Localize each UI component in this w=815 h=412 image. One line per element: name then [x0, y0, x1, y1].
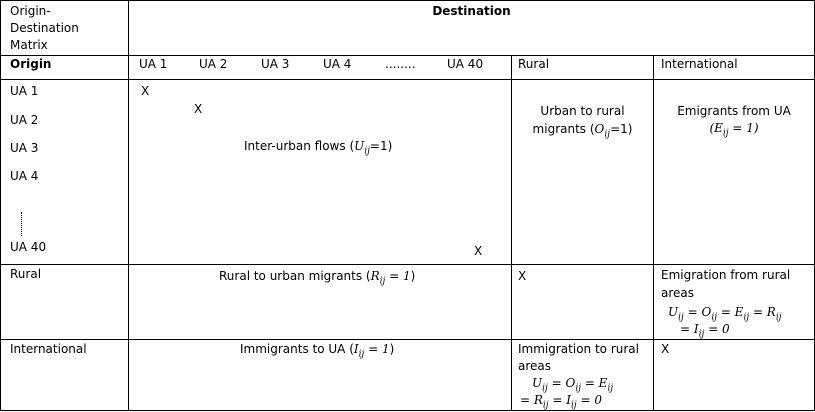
column-header-divider [0, 79, 815, 80]
immigrants-text: Immigrants to UA ( [240, 342, 354, 356]
header-row-divider [0, 55, 815, 56]
inter-urban-text: Inter-urban flows ( [244, 139, 355, 153]
inter-urban-flows-label [244, 139, 392, 158]
urban-to-rural-symbol: $O_{ij}$ [594, 122, 611, 140]
inter-urban-symbol: $U_{ij}$ [354, 139, 370, 157]
row-label-ua40: UA 40 [10, 240, 47, 254]
row-label-ua2: UA 2 [10, 113, 39, 127]
emigration-rural-formula1: $U_{ij} = O_{ij} = E_{ij} = R_{ij}$ [668, 305, 782, 323]
emigration-rural-line2: areas [661, 286, 695, 300]
immigrants-formula: $I_{ij} = 1$ [353, 342, 390, 360]
rural-to-urban-formula: $R_{ij} = 1$ [370, 269, 411, 287]
emigrants-formula: $(E_{ij} = 1)$ [709, 121, 759, 139]
diagonal-mark-rural: X [518, 269, 527, 283]
corner-label-line1: Origin- [10, 4, 51, 18]
rural-to-urban-label [219, 269, 415, 288]
inter-urban-value: =1) [369, 139, 393, 153]
emigration-rural-line1: Emigration from rural [661, 268, 791, 282]
row-label-ua4: UA 4 [10, 169, 39, 183]
col-header-ua40: UA 40 [447, 57, 484, 71]
row-label-international: International [10, 342, 87, 356]
immigration-rural-line1: Immigration to rural [518, 342, 639, 356]
corner-label-line3: Matrix [10, 38, 48, 52]
origin-header: Origin [10, 57, 52, 71]
origin-column-divider [128, 0, 129, 411]
immigration-rural-line2: areas [518, 359, 552, 373]
ua-block-divider [0, 264, 815, 265]
immigration-rural-formula1: $U_{ij} = O_{ij} = E_{ij}$ [532, 376, 614, 394]
diagonal-mark-ua1: X [141, 84, 150, 98]
diagonal-mark-ua2: X [194, 102, 203, 116]
diagonal-mark-ua40: X [474, 244, 483, 258]
urban-to-rural-line2 [512, 122, 653, 141]
vertical-ellipsis [21, 212, 22, 236]
immigrants-close: ) [389, 342, 395, 356]
row-label-rural: Rural [10, 267, 42, 281]
table-border-left [0, 0, 1, 411]
rural-to-urban-close: ) [410, 269, 416, 283]
row-label-ua1: UA 1 [10, 84, 39, 98]
urban-to-rural-value: =1) [610, 122, 633, 136]
destination-title: Destination [432, 4, 511, 18]
col-header-rural: Rural [518, 57, 550, 71]
col-header-ua2: UA 2 [199, 57, 228, 71]
row-label-ua3: UA 3 [10, 141, 39, 155]
urban-to-rural-text: migrants ( [532, 122, 595, 136]
immigration-rural-formula2: = $R_{ij} = I_{ij} = 0$ [520, 393, 603, 411]
emigrants-line1: Emigrants from UA [677, 104, 791, 118]
table-border-top [0, 0, 815, 1]
col-header-ua3: UA 3 [261, 57, 290, 71]
urban-to-rural-line1: Urban to rural [540, 104, 625, 118]
immigrants-to-ua-label [240, 342, 394, 361]
col-header-ua4: UA 4 [323, 57, 352, 71]
emigration-rural-formula2: = $I_{ij} = 0$ [680, 322, 730, 340]
table-border-bottom [0, 410, 815, 411]
corner-label-line2: Destination [10, 21, 79, 35]
rural-to-urban-text: Rural to urban migrants ( [219, 269, 371, 283]
col-header-international: International [661, 57, 738, 71]
col-header-ellipsis: ........ [385, 57, 416, 71]
diagonal-mark-international: X [661, 342, 670, 356]
col-header-ua1: UA 1 [139, 57, 168, 71]
